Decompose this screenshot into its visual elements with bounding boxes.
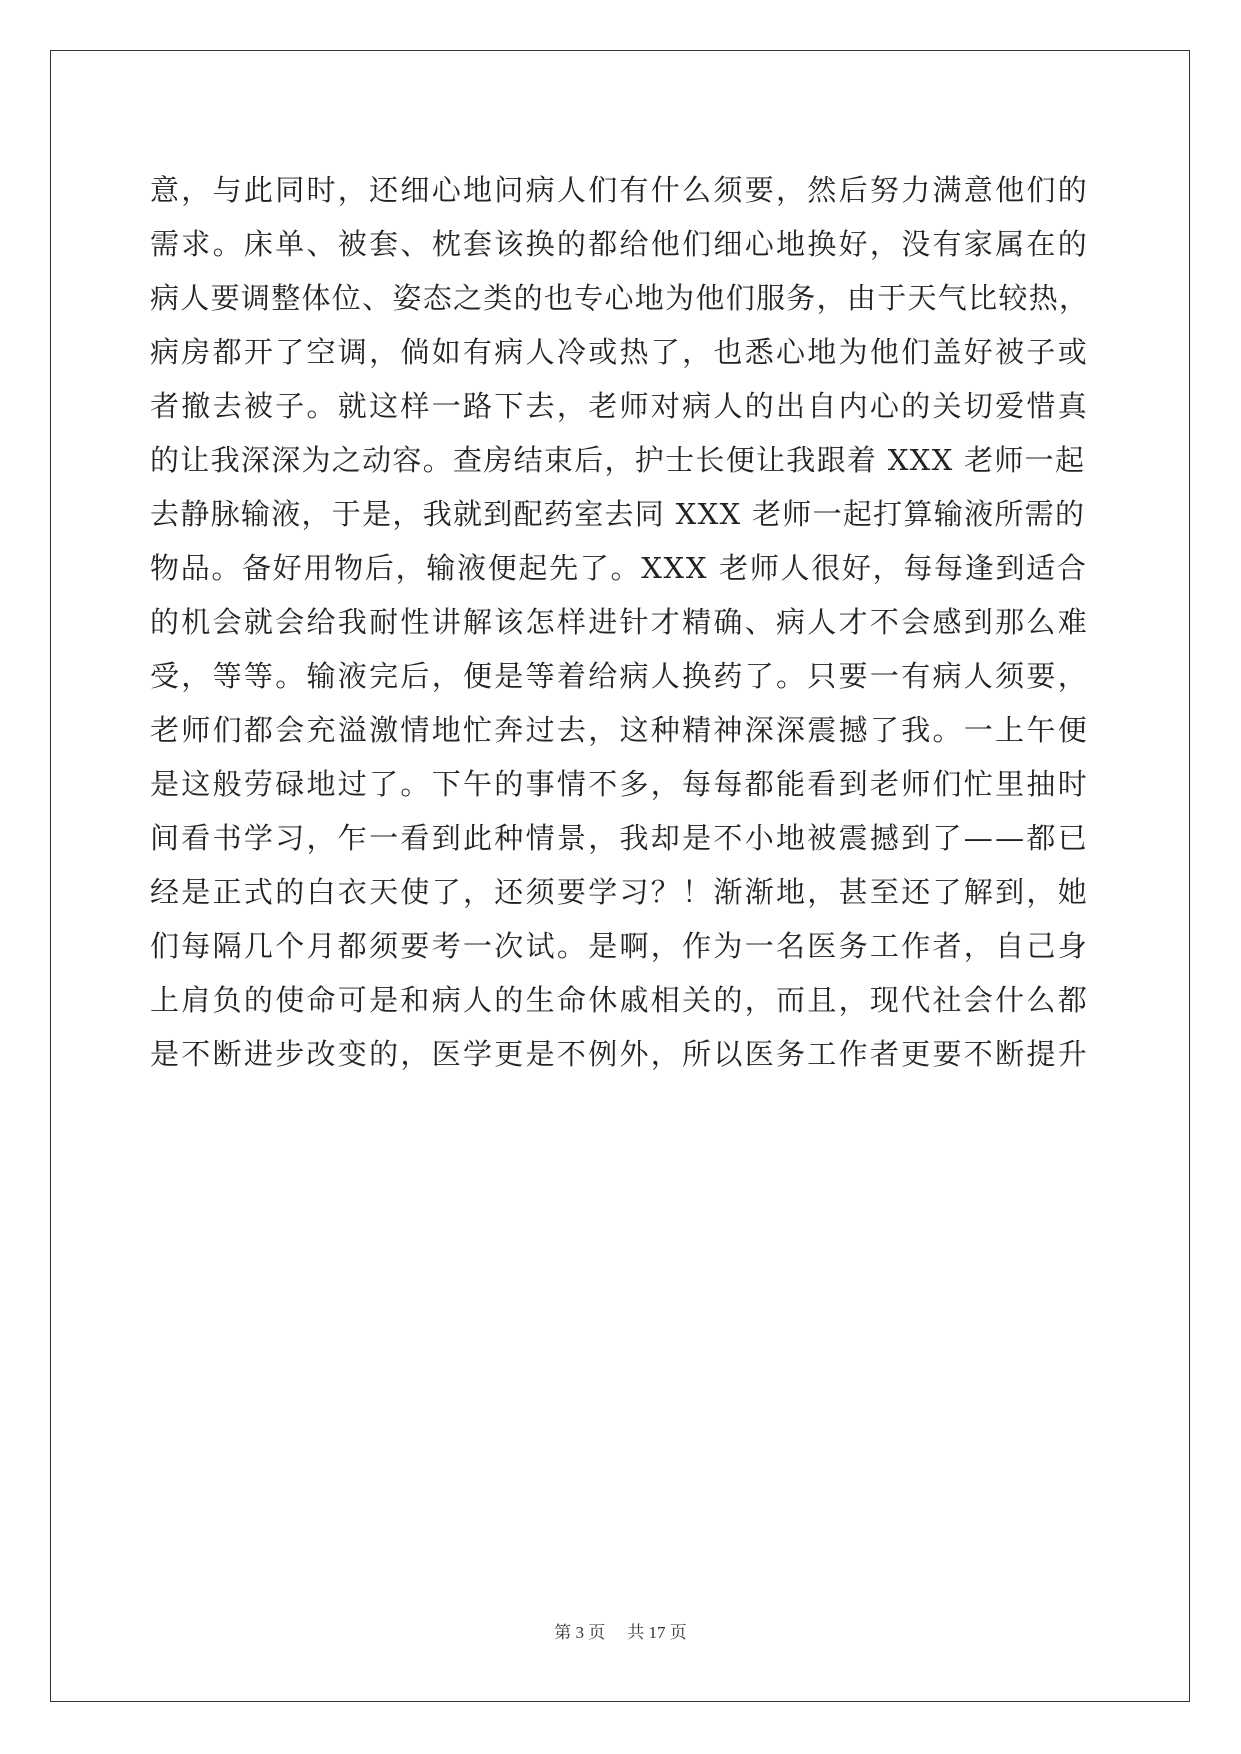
page-total: 共 17 页 xyxy=(627,1623,687,1642)
page-footer xyxy=(0,1622,1241,1644)
text-line: 病房都开了空调，倘如有病人冷或热了，也悉心地为他们盖好被子或 xyxy=(150,335,1090,369)
page-number: 第 3 页 xyxy=(554,1623,606,1642)
text-line: 的机会就会给我耐性讲解该怎样进针才精确、病人才不会感到那么难 xyxy=(150,605,1090,639)
text-line: 意，与此同时，还细心地问病人们有什么须要，然后努力满意他们的 xyxy=(150,173,1090,207)
text-line: 是这般劳碌地过了。下午的事情不多，每每都能看到老师们忙里抽时 xyxy=(150,767,1090,801)
text-line: 去静脉输液，于是，我就到配药室去同 XXX 老师一起打算输液所需的 xyxy=(150,497,1086,531)
text-line: 病人要调整体位、姿态之类的也专心地为他们服务，由于天气比较热， xyxy=(150,281,1090,315)
text-line: 受，等等。输液完后，便是等着给病人换药了。只要一有病人须要， xyxy=(150,659,1090,693)
text-line: 需求。床单、被套、枕套该换的都给他们细心地换好，没有家属在的 xyxy=(150,227,1090,261)
text-line: 是不断进步改变的，医学更是不例外，所以医务工作者更要不断提升 xyxy=(150,1037,1090,1071)
text-line: 上肩负的使命可是和病人的生命休戚相关的，而且，现代社会什么都 xyxy=(150,983,1090,1017)
text-line: 间看书学习，乍一看到此种情景，我却是不小地被震撼到了——都已 xyxy=(150,821,1090,855)
document-body xyxy=(150,163,1090,1081)
text-line: 经是正式的白衣天使了，还须要学习？！渐渐地，甚至还了解到，她 xyxy=(150,875,1090,909)
text-line: 物品。备好用物后，输液便起先了。XXX 老师人很好，每每逢到适合 xyxy=(150,551,1088,585)
text-line: 者撤去被子。就这样一路下去，老师对病人的出自内心的关切爱惜真 xyxy=(150,389,1090,423)
text-line: 老师们都会充溢激情地忙奔过去，这种精神深深震撼了我。一上午便 xyxy=(150,713,1090,747)
text-line: 的让我深深为之动容。查房结束后，护士长便让我跟着 XXX 老师一起 xyxy=(150,443,1086,477)
text-line: 们每隔几个月都须要考一次试。是啊，作为一名医务工作者，自己身 xyxy=(150,929,1090,963)
